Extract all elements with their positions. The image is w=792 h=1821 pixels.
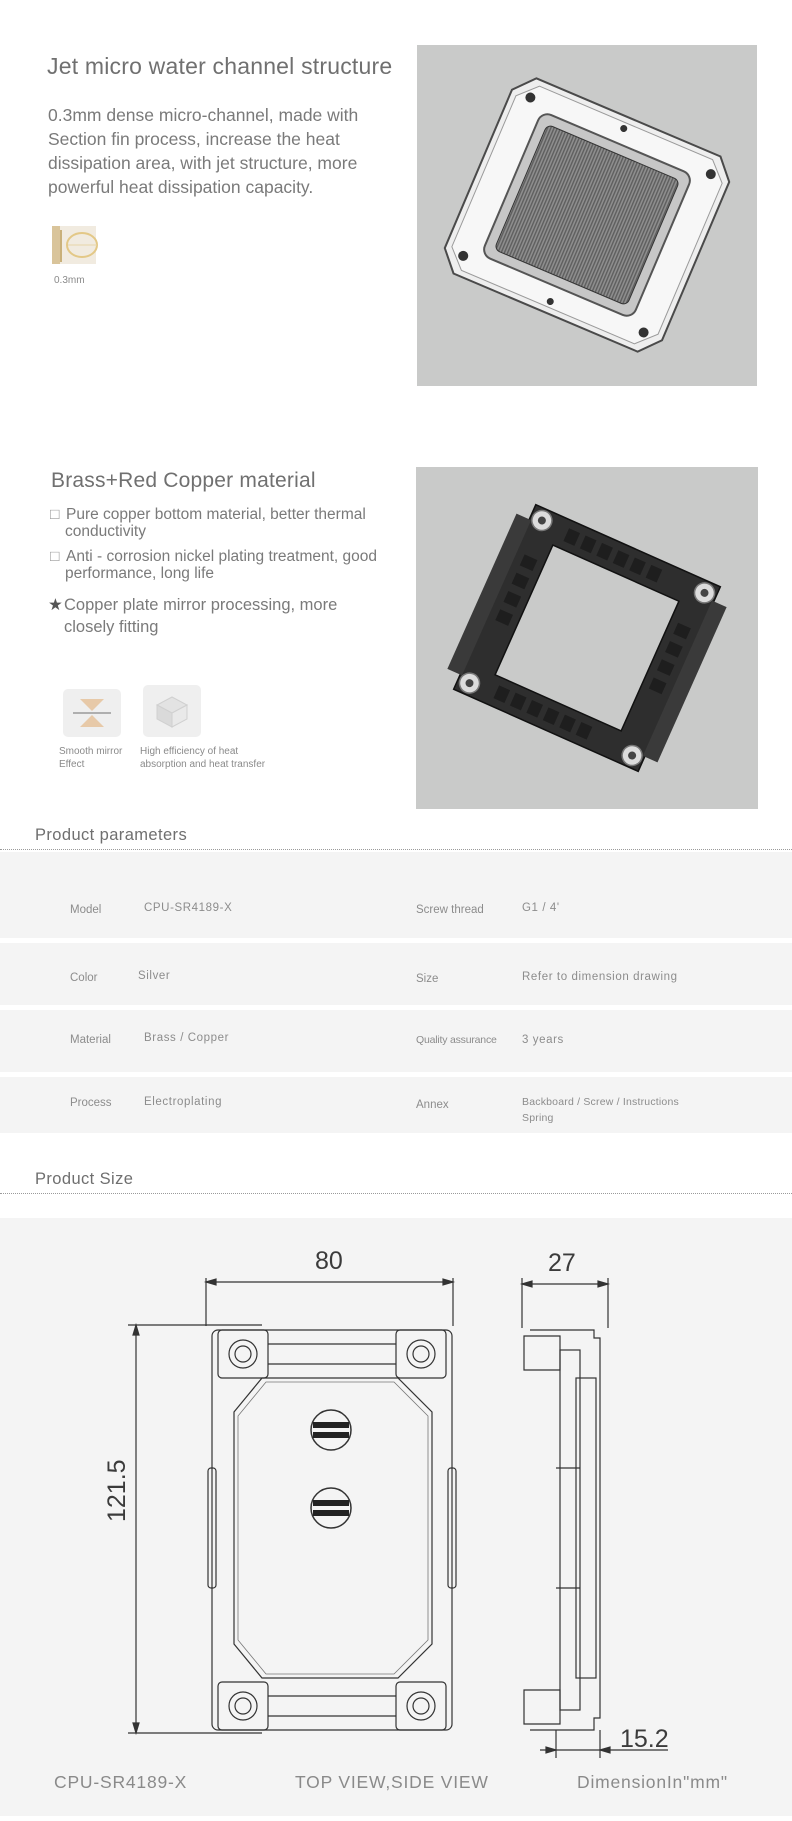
param-label: Quality assurance bbox=[416, 1034, 497, 1046]
width-dimension-label: 80 bbox=[315, 1247, 343, 1275]
param-value: Brass / Copper bbox=[144, 1032, 230, 1044]
micro-channel-description bbox=[48, 103, 358, 199]
heat-transfer-icon bbox=[143, 685, 201, 737]
mounting-bracket-photo bbox=[416, 467, 758, 809]
section-title-material: Brass+Red Copper material bbox=[51, 469, 316, 492]
table-row bbox=[0, 1010, 792, 1072]
param-label: Model bbox=[70, 904, 102, 916]
param-label: Color bbox=[70, 972, 98, 984]
cold-plate-photo bbox=[417, 45, 757, 386]
param-value: Backboard / Screw / Instructions Spring bbox=[522, 1096, 679, 1124]
param-label: Size bbox=[416, 973, 439, 985]
parameters-heading: Product parameters bbox=[35, 826, 188, 844]
param-label: Material bbox=[70, 1034, 111, 1046]
param-value: Electroplating bbox=[144, 1096, 223, 1108]
checkbox-icon: □ bbox=[50, 506, 60, 523]
description-line: Section fin process, increase the heat bbox=[48, 129, 340, 149]
table-row bbox=[0, 876, 792, 938]
bullet-item: □ Anti - corrosion nickel plating treatment, good performance, long life bbox=[50, 548, 378, 582]
table-spacer-band bbox=[0, 852, 792, 876]
param-label: Annex bbox=[416, 1099, 449, 1111]
footer-model: CPU-SR4189-X bbox=[54, 1772, 188, 1792]
description-line: 0.3mm dense micro-channel, made with bbox=[48, 105, 359, 125]
mirror-effect-caption: Smooth mirror Effect bbox=[59, 746, 123, 770]
param-value: Silver bbox=[138, 970, 171, 982]
section-title-micro-channel: Jet micro water channel structure bbox=[47, 53, 393, 79]
star-icon: ★ bbox=[48, 596, 63, 614]
size-divider bbox=[0, 1193, 792, 1194]
micro-channel-thumbnail bbox=[48, 222, 100, 268]
footer-views: TOP VIEW,SIDE VIEW bbox=[295, 1772, 489, 1792]
param-label: Screw thread bbox=[416, 904, 484, 916]
description-line: dissipation area, with jet structure, more bbox=[48, 153, 358, 173]
heat-transfer-caption: High efficiency of heat absorption and heat transfer bbox=[140, 746, 266, 770]
height-dimension-label: 121.5 bbox=[103, 1459, 131, 1522]
parameters-divider bbox=[0, 849, 792, 850]
offset-dimension-label: 15.2 bbox=[620, 1725, 669, 1753]
param-value: CPU-SR4189-X bbox=[144, 902, 233, 914]
description-line: powerful heat dissipation capacity. bbox=[48, 177, 314, 197]
bullet-item: □ Pure copper bottom material, better thermal conductivity bbox=[50, 506, 366, 540]
mirror-effect-icon bbox=[63, 689, 121, 737]
param-value: G1 / 4' bbox=[522, 902, 560, 914]
checkbox-icon: □ bbox=[50, 548, 60, 565]
param-label: Process bbox=[70, 1097, 112, 1109]
size-heading: Product Size bbox=[35, 1170, 134, 1188]
param-value: Refer to dimension drawing bbox=[522, 971, 678, 983]
depth-dimension-label: 27 bbox=[548, 1249, 576, 1277]
bullet-item: ★Copper plate mirror processing, more closely fitting bbox=[48, 596, 338, 636]
thumbnail-caption: 0.3mm bbox=[54, 275, 85, 286]
footer-units: DimensionIn"mm" bbox=[577, 1772, 728, 1792]
param-value: 3 years bbox=[522, 1034, 564, 1046]
